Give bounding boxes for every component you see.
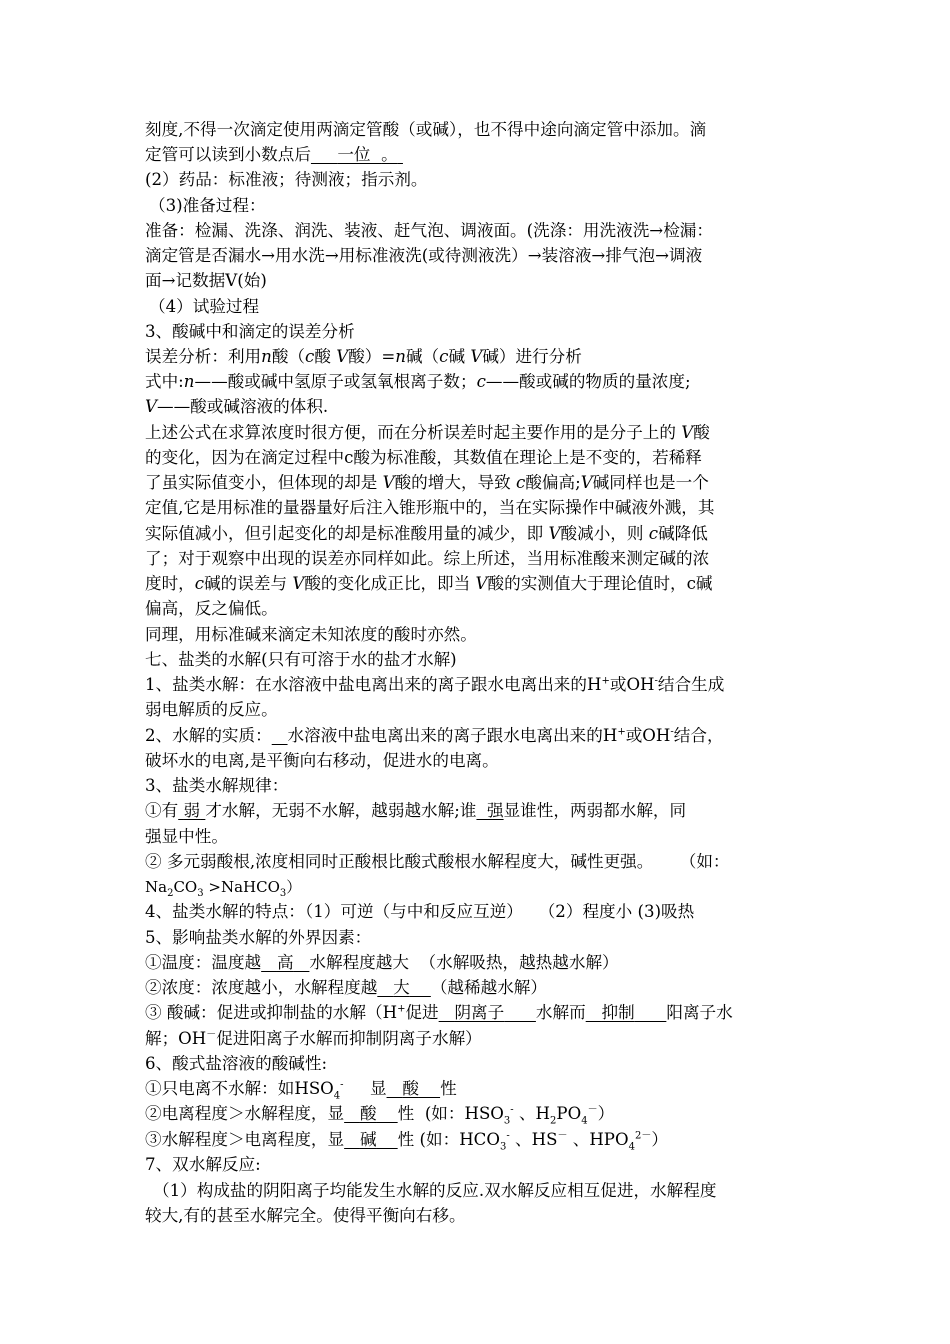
blank (261, 953, 309, 972)
text: ②电离程度＞水解程度，显 (145, 1104, 345, 1123)
text: （水解吸热，越热越水解） (419, 953, 619, 972)
text-line (145, 850, 730, 874)
text-line (145, 749, 499, 773)
text: 了；对于观察中出现的误差亦同样如此。综上所述，当用标准酸来测定碱的浓 (145, 549, 710, 568)
text: 7、双水解反应: (145, 1155, 261, 1174)
superscript: - (340, 1079, 344, 1091)
text: 6、酸式盐溶液的酸碱性: (145, 1054, 328, 1073)
text: ） (286, 878, 302, 896)
text-line (145, 1052, 327, 1076)
text: 碱同样也是一个 (592, 473, 709, 492)
text: ——酸或碱中氢原子或氢氧根离子数； (194, 372, 477, 391)
text-line (153, 1179, 716, 1203)
text: 同理，用标准碱来滴定未知浓度的酸时亦然。 (145, 625, 477, 644)
text: （4）试验过程 (149, 297, 260, 316)
section-heading (145, 648, 457, 672)
text: ①只电离不水解：如HSO (145, 1079, 334, 1098)
subscript: 4 (333, 1090, 341, 1102)
text: 碱的误差与 (204, 574, 288, 593)
text-line (145, 1027, 482, 1051)
text: ①温度：温度越 (145, 953, 262, 972)
text: 七、盐类的水解(只有可溶于水的盐才水解) (145, 650, 457, 669)
blank (476, 801, 503, 820)
text-line (145, 799, 686, 823)
formula: >NaHCO (203, 878, 280, 896)
superscript: - (510, 1104, 514, 1116)
formula: Na (145, 878, 168, 896)
formula-var: V (292, 574, 305, 593)
text: 或OH (625, 726, 671, 745)
blank (272, 726, 288, 745)
text: 碱 (448, 347, 466, 366)
formula-var: V (475, 574, 488, 593)
text: 酸的增大，导致 (394, 473, 511, 492)
text: 性 (440, 1079, 457, 1098)
text-line (145, 673, 724, 697)
text: ③水解程度＞电离程度，显 (145, 1130, 345, 1149)
text: 较大,有的甚至水解完全。使得平衡向右移。 (145, 1206, 466, 1225)
text: 水溶液中盐电离出来的离子跟水电离出来的H (287, 726, 618, 745)
text: 定值,它是用标准的量器量好后注入锥形瓶中的，当在实际操作中碱液外溅，其 (145, 498, 715, 517)
text: （2）程度小 (538, 902, 633, 921)
superscript: + (397, 1003, 406, 1015)
formula-var: V (580, 473, 593, 492)
formula-var: V (145, 397, 157, 416)
text: 式中: (145, 372, 184, 391)
blank (344, 1104, 398, 1123)
subscript: 3 (197, 888, 204, 899)
text-line (145, 446, 702, 470)
subscript: 3 (279, 888, 287, 899)
text: （1）构成盐的阴阳离子均能发生水解的反应.双水解反应相互促进，水解程度 (153, 1181, 717, 1200)
formula-var: c (439, 347, 449, 366)
text: (如：HCO (419, 1130, 500, 1149)
blank (377, 978, 431, 997)
text: 实际值减小，但引起变化的却是标准酸用量的减少，即 (145, 524, 544, 543)
text-line (145, 572, 713, 596)
text: 弱电解质的反应。 (145, 700, 278, 719)
formula-var: V (470, 347, 483, 366)
text: 2、水解的实质： (145, 726, 272, 745)
text: 阳离子水 (666, 1003, 733, 1022)
text: 促进阳离子水解而抑制阴离子水解） (216, 1029, 482, 1048)
text: 结合生成 (657, 675, 725, 694)
text: 碱）进行分析 (482, 347, 582, 366)
text: 。 (381, 145, 398, 164)
underlined-answer: 一位 (337, 145, 371, 164)
text: 显谁性，两弱都水解，同 (503, 801, 687, 820)
underlined-answer: 抑制 (601, 1003, 635, 1022)
blank (344, 1130, 398, 1149)
text: 、HS (515, 1130, 558, 1149)
underlined-answer: 碱 (359, 1130, 377, 1149)
section-heading (145, 320, 355, 344)
text-line (145, 724, 724, 748)
underlined-answer: 酸 (402, 1079, 419, 1098)
subscript: 2 (167, 888, 174, 899)
text: 酸 (314, 347, 331, 366)
text-line (145, 1128, 668, 1152)
text: ①有 (145, 801, 179, 820)
text: ③ 酸碱：促进或抑制盐的水解（H (145, 1003, 398, 1022)
text: 、H (518, 1104, 551, 1123)
text-line (145, 926, 371, 950)
text-line (149, 295, 259, 319)
text-line (145, 875, 301, 899)
text: 3、酸碱中和滴定的误差分析 (145, 322, 355, 341)
superscript: - (654, 675, 658, 687)
text: 强显中性。 (145, 827, 228, 846)
text-line (145, 345, 582, 369)
formula: CO (173, 878, 198, 896)
blank (439, 1003, 536, 1022)
text-line (145, 244, 702, 268)
text: 性 (397, 1104, 415, 1123)
formula-var: c (476, 372, 486, 391)
text: 酸（ (271, 347, 306, 366)
text-line (145, 522, 708, 546)
text: ） (597, 1104, 615, 1123)
text-line (145, 1077, 457, 1101)
text: 性 (397, 1130, 415, 1149)
text: 误差分析：利用 (145, 347, 262, 366)
text: ——酸或碱的物质的量浓度; (485, 372, 691, 391)
superscript: - (506, 1130, 510, 1142)
text: ） (651, 1130, 668, 1149)
superscript: － (557, 1130, 568, 1142)
underlined-answer: 阴离子 (454, 1003, 505, 1022)
text: (3)吸热 (637, 902, 695, 921)
formula-var: c (305, 347, 315, 366)
text: 碱（ (405, 347, 440, 366)
text: 1、盐类水解：在水溶液中盐电离出来的离子跟水电离出来的H (145, 675, 602, 694)
text-line (145, 1204, 466, 1228)
text: 水解程度越大 (309, 953, 409, 972)
formula-var: c (516, 473, 526, 492)
text: 或OH (609, 675, 655, 694)
text: 酸偏高; (525, 473, 581, 492)
text: 准备：检漏、洗涤、润洗、装液、赶气泡、调液面。(洗涤：用洗液洗→检漏： (145, 221, 713, 240)
text: 结合， (673, 726, 724, 745)
blank (387, 1079, 441, 1098)
text-line (145, 623, 477, 647)
text: 水解而 (535, 1003, 586, 1022)
text-line (145, 597, 278, 621)
subscript: 3 (499, 1141, 507, 1153)
text: (如：HSO (424, 1104, 504, 1123)
formula-var: c (194, 574, 205, 593)
text-line (145, 976, 547, 1000)
text: 破坏水的电离,是平衡向右移动，促进水的电离。 (145, 751, 499, 770)
text: PO (556, 1104, 582, 1123)
text: 酸的实测值大于理论值时，c碱 (487, 574, 713, 593)
text-line (145, 118, 706, 142)
formula-var: n (395, 347, 406, 366)
text-line (145, 774, 288, 798)
text: 才水解，无弱不水解，越弱越水解;谁 (205, 801, 477, 820)
text: ②浓度：浓度越小，水解程度越 (145, 978, 378, 997)
text: （越稀越水解） (430, 978, 547, 997)
underlined-answer: 大 (393, 978, 410, 997)
text: 定管可以读到小数点后 (145, 145, 311, 164)
text-line (145, 1153, 261, 1177)
superscript: － (587, 1104, 598, 1116)
text-line (145, 1102, 614, 1126)
text: ② 多元弱酸根,浓度相同时正酸根比酸式酸根水解程度大，碱性更强。 (145, 852, 654, 871)
text-line (145, 547, 709, 571)
text-line (145, 825, 228, 849)
text-line (145, 1001, 733, 1025)
blank (178, 801, 205, 820)
text: 上述公式在求算浓度时很方便，而在分析误差时起主要作用的是分子上的 (145, 423, 676, 442)
text: (2）药品：标准液；待测液；指示剂。 (145, 170, 428, 189)
text: 偏高，反之偏低。 (145, 599, 278, 618)
text-line (145, 168, 428, 192)
text: 显 (369, 1079, 387, 1098)
text: 酸 (693, 423, 710, 442)
text: 滴定管是否漏水→用水洗→用标准液洗(或待测液洗）→装溶液→排气泡→调液 (145, 246, 703, 265)
text: 面→记数据V(始) (145, 271, 267, 290)
underlined-answer: 弱 (183, 801, 201, 820)
text-line (145, 370, 691, 394)
superscript: + (617, 726, 626, 738)
text: 酸减小，则 (560, 524, 644, 543)
superscript: － (206, 1029, 217, 1041)
text: 的变化，因为在滴定过程中c酸为标准酸，其数值在理论上是不变的，若稀释 (145, 448, 702, 467)
underlined-answer: 高 (276, 953, 294, 972)
text-line (145, 900, 694, 924)
underlined-answer: 强 (487, 801, 504, 820)
text: 3、盐类水解规律： (145, 776, 289, 795)
formula-var: n (183, 372, 195, 391)
text: （3)准备过程： (149, 196, 266, 215)
text: 酸）= (348, 347, 396, 366)
text-line (145, 421, 710, 445)
underlined-answer: 酸 (359, 1104, 377, 1123)
superscript: + (601, 675, 610, 687)
text-line (145, 143, 403, 167)
text: （如： (679, 852, 730, 871)
subscript: 4 (628, 1141, 635, 1153)
text-line (145, 219, 713, 243)
text: 、HPO (572, 1130, 629, 1149)
subscript: 2 (550, 1115, 557, 1127)
formula-var: V (382, 473, 395, 492)
text: 刻度,不得一次滴定使用两滴定管酸（或碱），也不得中途向滴定管中添加。滴 (145, 120, 707, 139)
formula-var: n (261, 347, 272, 366)
text: 酸的变化成正比，即当 (304, 574, 471, 593)
text-line (145, 698, 278, 722)
text: ——酸或碱溶液的体积. (156, 397, 329, 416)
subscript: 4 (581, 1115, 588, 1127)
text-line (145, 951, 619, 975)
superscript: 2－ (634, 1130, 652, 1142)
formula-var: V (548, 524, 561, 543)
text-line (145, 471, 709, 495)
subscript: 3 (503, 1115, 511, 1127)
superscript: - (670, 726, 674, 738)
text: 度时， (145, 574, 195, 593)
text-line (145, 269, 267, 293)
blank (311, 145, 403, 164)
text: 5、影响盐类水解的外界因素： (145, 928, 372, 947)
text-line (145, 395, 328, 419)
formula-var: c (648, 524, 659, 543)
text: 促进 (405, 1003, 439, 1022)
formula-var: V (336, 347, 349, 366)
text: 了虽实际值变小，但体现的却是 (145, 473, 378, 492)
text-line (149, 194, 266, 218)
text: 4、盐类水解的特点：（1）可逆（与中和反应互逆） (145, 902, 523, 921)
text-line (145, 496, 714, 520)
text: 解；OH (145, 1029, 207, 1048)
text: 碱降低 (658, 524, 708, 543)
formula-var: V (681, 423, 694, 442)
blank (586, 1003, 667, 1022)
